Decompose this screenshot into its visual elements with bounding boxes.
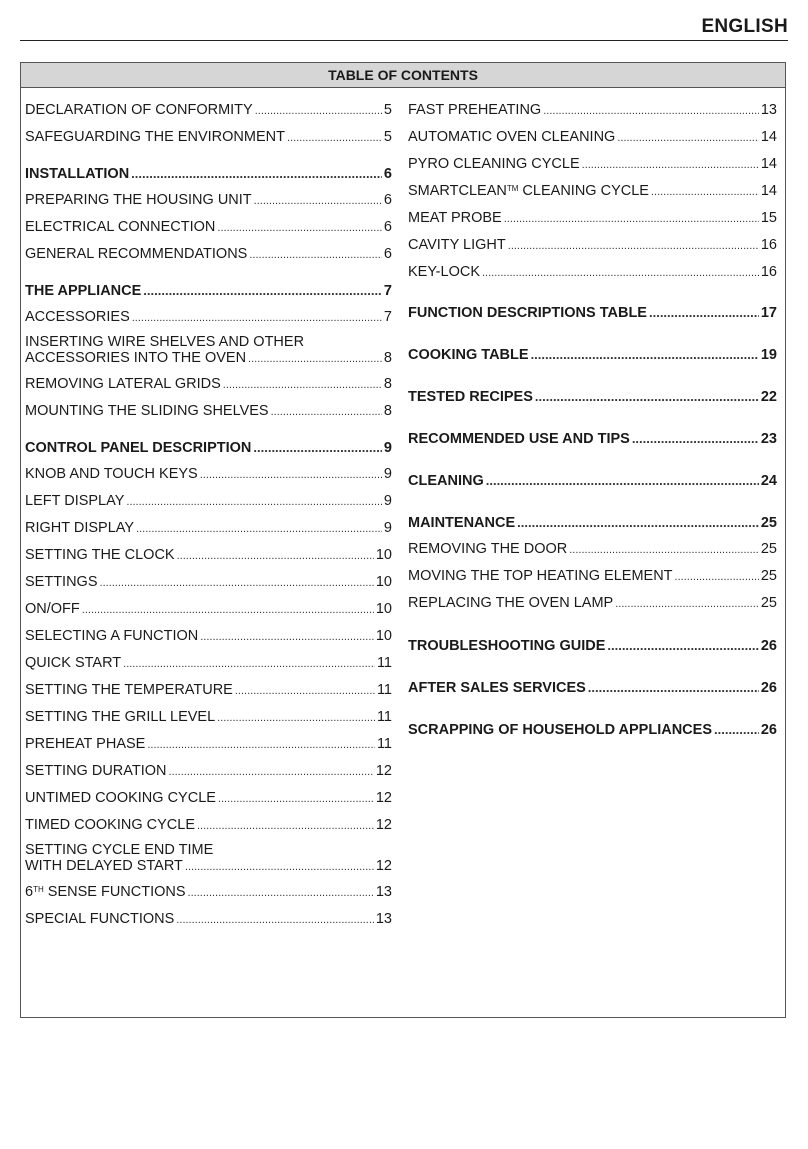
toc-entry-superscript: TM	[506, 184, 519, 193]
toc-entry-label: MOVING THE TOP HEATING ELEMENT	[408, 568, 673, 584]
toc-entry[interactable]	[25, 375, 392, 394]
toc-entry-page: 9	[383, 440, 392, 456]
toc-entry[interactable]	[25, 816, 392, 835]
toc-entry-page: 5	[383, 129, 392, 145]
dot-leader	[632, 430, 759, 448]
toc-entry[interactable]	[25, 282, 392, 300]
toc-entry-page: 6	[383, 192, 392, 208]
toc-entry[interactable]	[25, 708, 392, 727]
dot-leader	[82, 601, 374, 619]
toc-entry[interactable]	[408, 567, 777, 586]
toc-left-column	[25, 101, 392, 929]
toc-entry-label: RECOMMENDED USE AND TIPS	[408, 431, 630, 447]
toc-entry[interactable]	[25, 681, 392, 700]
toc-entry-label: SCRAPPING OF HOUSEHOLD APPLIANCES	[408, 722, 712, 738]
toc-entry[interactable]	[25, 573, 392, 592]
toc-entry-label: WITH DELAYED START	[25, 858, 183, 874]
toc-entry-page: 11	[376, 655, 392, 671]
toc-entry-label: KNOB AND TOUCH KEYS	[25, 466, 198, 482]
toc-entry-page: 12	[375, 790, 392, 806]
toc-entry-label: REMOVING LATERAL GRIDS	[25, 376, 221, 392]
toc-entry-label: REMOVING THE DOOR	[408, 541, 568, 557]
dot-leader	[169, 763, 374, 781]
toc-entry[interactable]	[408, 679, 777, 697]
toc-entry-page: 9	[383, 520, 392, 536]
toc-entry-label: AFTER SALES SERVICES	[408, 680, 586, 696]
dot-leader	[223, 376, 382, 394]
dot-leader	[126, 493, 382, 511]
toc-entry-label-rest: CLEANING CYCLE	[518, 183, 649, 199]
dot-leader	[607, 637, 758, 655]
toc-entry-page: 25	[760, 595, 777, 611]
toc-entry-label: FUNCTION DESCRIPTIONS TABLE	[408, 305, 647, 321]
toc-entry[interactable]	[408, 182, 777, 201]
toc-entry[interactable]	[25, 308, 392, 327]
toc-entry-label: ELECTRICAL CONNECTION	[25, 219, 216, 235]
toc-entry-label: SETTING DURATION	[25, 763, 167, 779]
toc-entry-page: 15	[760, 210, 777, 226]
toc-entry[interactable]	[408, 128, 777, 147]
toc-entry-label: CAVITY LIGHT	[408, 237, 506, 253]
toc-entry-label-line1: INSERTING WIRE SHELVES AND OTHER	[25, 334, 305, 350]
dot-leader	[147, 736, 375, 754]
toc-entry[interactable]	[408, 514, 777, 532]
toc-entry-page: 12	[375, 817, 392, 833]
toc-entry-label: PREHEAT PHASE	[25, 736, 146, 752]
dot-leader	[543, 102, 759, 120]
toc-entry[interactable]	[25, 654, 392, 673]
toc-entry-page: 9	[383, 466, 392, 482]
dot-leader	[482, 264, 759, 282]
toc-entry-page: 7	[383, 283, 392, 299]
dot-leader	[535, 388, 759, 406]
toc-entry-label: CONTROL PANEL DESCRIPTION	[25, 440, 252, 456]
toc-entry-page: 6	[383, 219, 392, 235]
toc-entry[interactable]	[408, 155, 777, 174]
toc-entry[interactable]	[408, 304, 777, 322]
toc-entry-page: 26	[760, 680, 777, 696]
toc-entry-page: 25	[760, 568, 777, 584]
toc-entry-label: MOUNTING THE SLIDING SHELVES	[25, 403, 269, 419]
toc-entry-label: SETTING THE CLOCK	[25, 547, 175, 563]
toc-entry-label-prefix: 6	[25, 884, 34, 900]
toc-entry[interactable]	[25, 191, 392, 210]
toc-entry-page: 12	[375, 763, 392, 779]
toc-entry[interactable]	[408, 594, 777, 613]
toc-entry[interactable]	[25, 762, 392, 781]
toc-entry-label: CLEANING	[408, 473, 484, 489]
toc-entry-page: 23	[760, 431, 777, 447]
toc-entry-page: 22	[760, 389, 777, 405]
dot-leader	[136, 520, 382, 538]
toc-entry-label: SAFEGUARDING THE ENVIRONMENT	[25, 129, 285, 145]
dot-leader	[254, 192, 382, 210]
toc-entry-label: ON/OFF	[25, 601, 80, 617]
toc-entry-label: PYRO CLEANING CYCLE	[408, 156, 580, 172]
dot-leader	[100, 574, 374, 592]
dot-leader	[517, 514, 759, 532]
toc-entry-label: DECLARATION OF CONFORMITY	[25, 102, 253, 118]
toc-entry-page: 13	[375, 884, 392, 900]
toc-entry-label: SETTINGS	[25, 574, 98, 590]
toc-entry-page: 14	[760, 129, 777, 145]
toc-entry-page: 11	[376, 736, 392, 752]
toc-entry[interactable]	[25, 883, 392, 902]
toc-entry[interactable]	[408, 430, 777, 448]
toc-entry-page: 11	[376, 709, 392, 725]
toc-entry[interactable]	[25, 843, 392, 875]
toc-entry-label-line1: SETTING CYCLE END TIME	[25, 842, 214, 858]
toc-entry[interactable]	[25, 245, 392, 264]
toc-entry[interactable]	[408, 263, 777, 282]
dot-leader	[200, 466, 382, 484]
toc-entry-page: 13	[375, 911, 392, 927]
toc-entry-page: 16	[760, 264, 777, 280]
toc-entry-label-prefix: SMARTCLEAN	[408, 183, 507, 199]
dot-leader	[217, 709, 375, 727]
toc-entry[interactable]	[25, 627, 392, 646]
toc-entry[interactable]	[408, 388, 777, 406]
dot-leader	[531, 346, 759, 364]
toc-entry-label: GENERAL RECOMMENDATIONS	[25, 246, 248, 262]
toc-entry-label: FAST PREHEATING	[408, 102, 542, 118]
toc-entry-label: TROUBLESHOOTING GUIDE	[408, 638, 606, 654]
dot-leader	[197, 817, 374, 835]
dot-leader	[185, 859, 374, 875]
toc-entry[interactable]	[408, 236, 777, 255]
toc-entry-label: ACCESSORIES	[25, 309, 130, 325]
toc-entry-label: INSTALLATION	[25, 166, 130, 182]
toc-entry[interactable]	[408, 721, 777, 739]
toc-entry-label: UNTIMED COOKING CYCLE	[25, 790, 216, 806]
toc-entry[interactable]	[25, 335, 392, 367]
toc-entry-label: LEFT DISPLAY	[25, 493, 125, 509]
dot-leader	[287, 129, 382, 147]
dot-leader	[271, 403, 382, 421]
toc-entry-page: 14	[760, 156, 777, 172]
dot-leader	[675, 568, 759, 586]
toc-entry-label: SETTING THE TEMPERATURE	[25, 682, 233, 698]
dot-leader	[617, 129, 759, 147]
toc-entry-page: 7	[383, 309, 392, 325]
dot-leader	[248, 351, 382, 367]
toc-right-column	[408, 101, 777, 739]
dot-leader	[176, 911, 374, 929]
dot-leader	[255, 102, 382, 120]
toc-entry-label: SETTING THE GRILL LEVEL	[25, 709, 216, 725]
toc-entry-label: REPLACING THE OVEN LAMP	[408, 595, 614, 611]
toc-entry[interactable]	[25, 402, 392, 421]
toc-entry[interactable]	[25, 439, 392, 457]
toc-entry-page: 6	[383, 166, 392, 182]
toc-entry-page: 10	[375, 547, 392, 563]
toc-entry[interactable]	[25, 789, 392, 808]
toc-entry[interactable]	[25, 519, 392, 538]
toc-entry-page: 6	[383, 246, 392, 262]
toc-entry-label: MEAT PROBE	[408, 210, 502, 226]
dot-leader	[143, 282, 382, 300]
toc-entry-superscript: TH	[33, 885, 44, 894]
dot-leader	[132, 309, 382, 327]
toc-entry-page: 26	[760, 722, 777, 738]
toc-entry-label: PREPARING THE HOUSING UNIT	[25, 192, 252, 208]
toc-entry-page: 16	[760, 237, 777, 253]
toc-entry-label: TIMED COOKING CYCLE	[25, 817, 195, 833]
toc-entry[interactable]	[25, 600, 392, 619]
table-of-contents	[20, 62, 786, 1018]
toc-entry-label-rest: SENSE FUNCTIONS	[43, 884, 186, 900]
toc-entry-page: 25	[760, 515, 777, 531]
toc-entry[interactable]	[25, 492, 392, 511]
dot-leader	[131, 165, 382, 183]
toc-entry-label: AUTOMATIC OVEN CLEANING	[408, 129, 616, 145]
toc-entry-page: 9	[383, 493, 392, 509]
toc-entry-label	[408, 182, 649, 200]
toc-entry-label: SELECTING A FUNCTION	[25, 628, 199, 644]
dot-leader	[588, 679, 759, 697]
toc-entry-label: THE APPLIANCE	[25, 283, 142, 299]
toc-entry-label: TESTED RECIPES	[408, 389, 533, 405]
toc-entry-page: 8	[383, 350, 392, 366]
dot-leader	[508, 237, 759, 255]
dot-leader	[253, 439, 382, 457]
toc-entry[interactable]	[25, 735, 392, 754]
dot-leader	[714, 721, 759, 739]
toc-entry-label: RIGHT DISPLAY	[25, 520, 135, 536]
toc-entry-label	[25, 883, 186, 901]
toc-entry-page: 10	[375, 601, 392, 617]
toc-entry-label: SPECIAL FUNCTIONS	[25, 911, 175, 927]
dot-leader	[200, 628, 374, 646]
toc-entry[interactable]	[25, 218, 392, 237]
toc-entry[interactable]	[408, 472, 777, 490]
toc-entry-page: 10	[375, 628, 392, 644]
toc-entry[interactable]	[408, 540, 777, 559]
toc-entry[interactable]	[25, 546, 392, 565]
toc-title: TABLE OF CONTENTS	[21, 63, 785, 88]
toc-entry-page: 19	[760, 347, 777, 363]
dot-leader	[615, 595, 759, 613]
language-label: ENGLISH	[701, 16, 788, 37]
toc-entry-page: 8	[383, 376, 392, 392]
toc-entry[interactable]	[25, 101, 392, 120]
toc-entry[interactable]	[25, 910, 392, 929]
toc-entry[interactable]	[25, 465, 392, 484]
toc-entry[interactable]	[408, 101, 777, 120]
toc-entry-label: KEY-LOCK	[408, 264, 480, 280]
toc-entry-label: COOKING TABLE	[408, 347, 529, 363]
toc-entry-page: 13	[760, 102, 777, 118]
dot-leader	[249, 246, 382, 264]
toc-entry[interactable]	[25, 128, 392, 147]
toc-entry-page: 8	[383, 403, 392, 419]
dot-leader	[649, 304, 759, 322]
dot-leader	[504, 210, 759, 228]
toc-entry-label: MAINTENANCE	[408, 515, 516, 531]
dot-leader	[569, 541, 759, 559]
toc-entry-label: QUICK START	[25, 655, 122, 671]
dot-leader	[651, 183, 759, 201]
toc-entry-page: 5	[383, 102, 392, 118]
toc-entry-page: 24	[760, 473, 777, 489]
toc-entry-page: 26	[760, 638, 777, 654]
dot-leader	[582, 156, 759, 174]
toc-entry-page: 25	[760, 541, 777, 557]
toc-entry-label: ACCESSORIES INTO THE OVEN	[25, 350, 247, 366]
dot-leader	[177, 547, 374, 565]
toc-entry[interactable]	[408, 209, 777, 228]
dot-leader	[188, 884, 374, 902]
dot-leader	[218, 790, 374, 808]
dot-leader	[235, 682, 375, 700]
toc-entry-page: 14	[760, 183, 777, 199]
dot-leader	[486, 472, 759, 490]
dot-leader	[217, 219, 382, 237]
toc-entry-page: 12	[375, 858, 392, 874]
toc-entry-page: 10	[375, 574, 392, 590]
toc-entry[interactable]	[408, 637, 777, 655]
toc-entry[interactable]	[408, 346, 777, 364]
toc-entry[interactable]	[25, 165, 392, 183]
toc-entry-page: 11	[376, 682, 392, 698]
header-rule	[20, 40, 788, 41]
toc-entry-page: 17	[760, 305, 777, 321]
dot-leader	[123, 655, 375, 673]
